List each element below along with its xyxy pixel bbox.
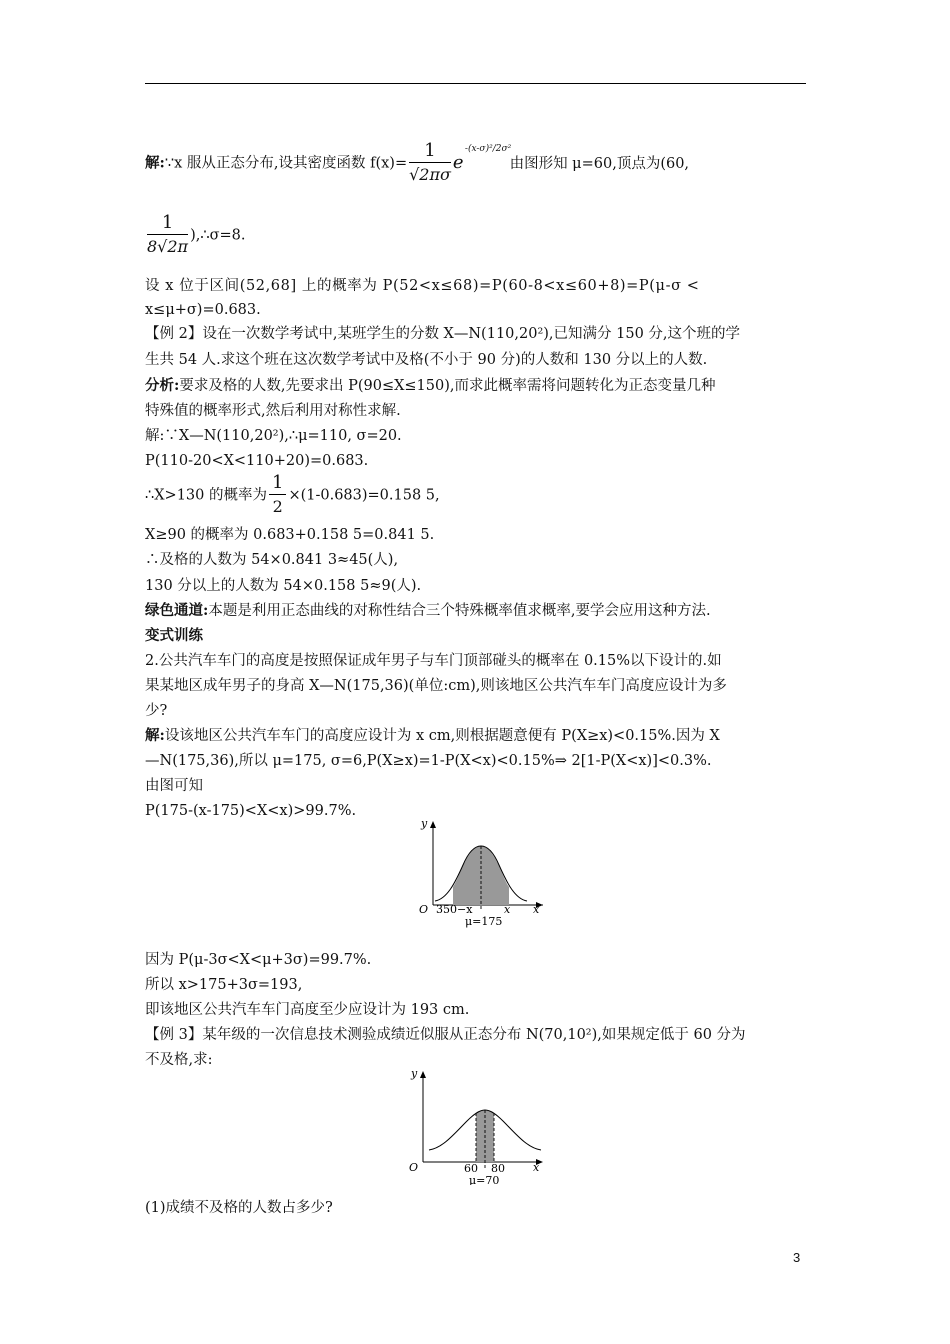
header-rule [145, 83, 806, 84]
example3-line2: 不及格,求: [145, 1052, 213, 1068]
fig1-x-label: x [533, 903, 540, 916]
exp-base: e [452, 151, 464, 173]
sol2-line6: 130 分以上的人数为 54×0.158 5≈9(人). [145, 578, 422, 594]
analysis-line2: 特殊值的概率形式,然后利用对称性求解. [145, 403, 401, 419]
q2-line1: 2.公共汽车车门的高度是按照保证成年男子与车门顶部碰头的概率在 0.15%以下设计的.如 [145, 653, 722, 669]
analysis-label: 分析: [145, 377, 180, 394]
vertex-frac-num: 1 [147, 212, 188, 235]
example3-line1: 【例 3】某年级的一次信息技术测验成绩近似服从正态分布 N(70,10²),如果规定低于 60 分为 [145, 1027, 746, 1043]
analysis-line1 [145, 376, 810, 396]
sol3-line1 [145, 726, 810, 746]
sol1-text-a: ∵x 服从正态分布,设其密度函数 f(x)= [164, 155, 408, 172]
sol2-text3b: ×(1-0.683)=0.158 5, [288, 487, 440, 504]
sol2-line3 [145, 472, 810, 518]
vertex-frac-den: 8√2π [147, 237, 189, 256]
sol1-text-c: ),∴σ=8. [190, 227, 246, 244]
sol1-line3: 设 x 位于区间(52,68] 上的概率为 P(52<x≤68)=P(60-8<x≤60+8)=P(μ-σ < [145, 278, 700, 294]
sol3-line5: 因为 P(μ-3σ<X<μ+3σ)=99.7%. [145, 952, 372, 968]
fig2-right-tick: 80 [491, 1162, 505, 1175]
sol1-label: 解: [145, 154, 165, 172]
half-num: 1 [269, 472, 286, 495]
exp-power: -(x-σ)²/2σ² [464, 143, 512, 154]
q2-line3: 少? [145, 703, 168, 719]
sol3-label: 解: [145, 727, 165, 744]
fig1-y-arrow-icon [430, 821, 436, 828]
sol2-line4: X≥90 的概率为 0.683+0.158 5=0.841 5. [145, 527, 435, 543]
sol2-text3a: ∴X>130 的概率为 [145, 487, 267, 504]
half-den: 2 [272, 497, 283, 516]
fig1-y-label: y [421, 817, 428, 830]
sol1-text-b: 由图形知 μ=60,顶点为(60, [509, 155, 690, 172]
sol2-line1: 解:∵X—N(110,20²),∴μ=110, σ=20. [145, 428, 402, 444]
fig1-right-tick: x [504, 903, 511, 916]
sol1-line1 [145, 140, 810, 184]
fig1-mu-label: μ=175 [465, 915, 503, 928]
sol3-line2: —N(175,36),所以 μ=175, σ=6,P(X≥x)=1-P(X<x)<0.15%⇒ 2[1-P(X<x)]<0.3%. [145, 753, 712, 769]
fig1-left-tick: 350−x [436, 903, 473, 916]
green-channel-label: 绿色通道: [145, 602, 209, 619]
fig2-y-label: y [411, 1067, 418, 1080]
q2-line2: 果某地区成年男子的身高 X—N(175,36)(单位:cm),则该地区公共汽车车门高度应设计为多 [145, 678, 727, 694]
sol3-line7: 即该地区公共汽车车门高度至少应设计为 193 cm. [145, 1002, 470, 1018]
sol3-text1: 设该地区公共汽车车门的高度应设计为 x cm,则根据题意便有 P(X≥x)<0.15%.因为 X [164, 728, 720, 744]
density-frac-den: √2πσ [409, 165, 451, 184]
sol3-line6: 所以 x>175+3σ=193, [145, 977, 303, 993]
fig1-origin: O [419, 903, 429, 916]
vertex-fraction [147, 212, 188, 259]
fig2-origin: O [409, 1161, 419, 1174]
fig2-x-label: x [533, 1161, 540, 1174]
sol3-line4: P(175-(x-175)<X<x)>99.7%. [145, 803, 357, 819]
sol2-line5: ∴及格的人数为 54×0.841 3≈45(人), [145, 552, 399, 568]
half-fraction [269, 472, 286, 519]
page-number: 3 [793, 1250, 801, 1265]
normal-curve-figure-1 [405, 815, 555, 930]
sol1-line2 [145, 212, 810, 258]
variant-title: 变式训练 [145, 627, 203, 644]
density-fraction [409, 140, 451, 187]
fig2-left-tick: 60 [464, 1162, 478, 1175]
green-channel-text: 本题是利用正态曲线的对称性结合三个特殊概率值求概率,要学会应用这种方法. [208, 603, 711, 619]
example2-line2: 生共 54 人.求这个班在这次数学考试中及格(不小于 90 分)的人数和 130 分以上的人数. [145, 352, 708, 368]
sol1-line4: x≤μ+σ)=0.683. [145, 302, 261, 318]
q3-part1: (1)成绩不及格的人数占多少? [145, 1200, 333, 1216]
density-frac-num: 1 [409, 140, 451, 163]
analysis-text1: 要求及格的人数,先要求出 P(90≤X≤150),而求此概率需将问题转化为正态变量几种 [179, 378, 716, 394]
fig2-y-arrow-icon [420, 1071, 426, 1078]
sol3-line3: 由图可知 [145, 778, 203, 794]
example2-line1: 【例 2】设在一次数学考试中,某班学生的分数 X—N(110,20²),已知满分 150 分,这个班的学 [145, 326, 741, 342]
fig2-mu-label: μ=70 [469, 1174, 500, 1185]
density-exponential [452, 143, 512, 183]
green-channel-line [145, 601, 810, 621]
normal-curve-figure-2 [395, 1065, 555, 1185]
sol2-line2: P(110-20<X<110+20)=0.683. [145, 453, 369, 469]
